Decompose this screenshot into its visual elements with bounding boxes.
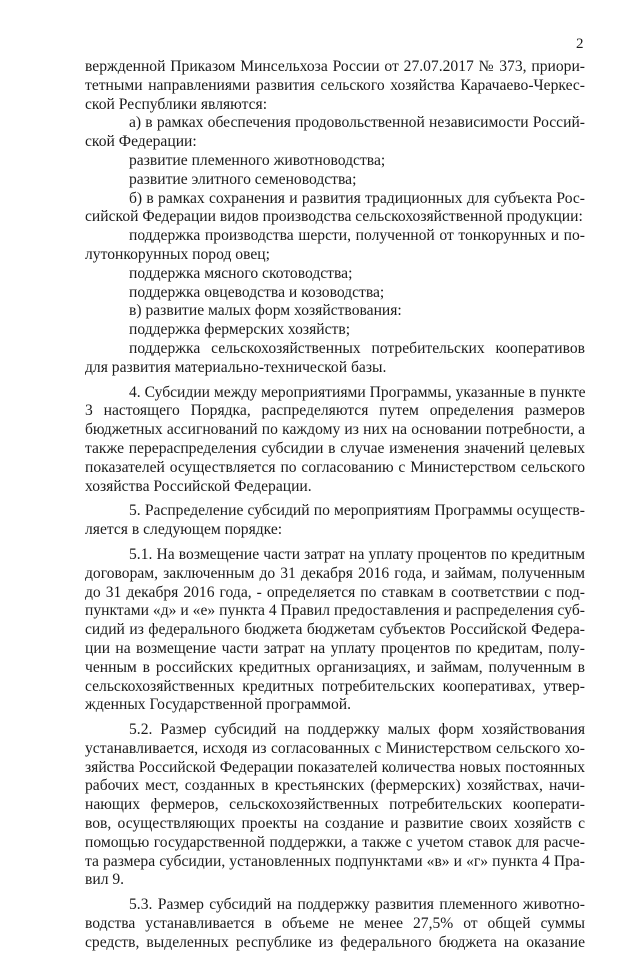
text-line: поддержка овцеводства и козоводства; bbox=[129, 283, 385, 301]
text-line: бюджетных ассигнований по каждому из них на основании потребности, а bbox=[85, 421, 585, 439]
text-line: вов, осуществляющих проекты на создание и развитие своих хозяйств с bbox=[85, 815, 585, 833]
text-line: сидий из федерального бюджета бюджетам субъектов Российской Федера- bbox=[85, 621, 585, 639]
text-line: водства устанавливается в объеме не менее 27,5% от общей суммы bbox=[85, 915, 585, 933]
document-body bbox=[85, 58, 585, 953]
text-line: 5.1. На возмещение части затрат на уплату процентов по кредитным bbox=[129, 545, 585, 563]
text-line: до 31 декабря 2016 года, - определяется по ставкам в соответствии с под- bbox=[85, 583, 585, 601]
text-line: та размера субсидии, установленных подпунктами «в» и «г» пункта 4 Пра- bbox=[85, 852, 585, 870]
text-line: поддержка производства шерсти, полученной от тонкорунных и по- bbox=[129, 227, 585, 245]
text-line: ской Федерации: bbox=[85, 133, 197, 151]
text-line: ской Республики являются: bbox=[85, 95, 268, 113]
text-line: поддержка сельскохозяйственных потребительских кооперативов bbox=[129, 339, 585, 357]
text-line: пунктами «д» и «е» пункта 4 Правил предоставления и распределения суб- bbox=[85, 602, 585, 620]
text-line: лутонкорунных пород овец; bbox=[85, 245, 270, 263]
page-number: 2 bbox=[576, 36, 584, 52]
text-line: 5.2. Размер субсидий на поддержку малых форм хозяйствования bbox=[129, 721, 585, 739]
text-line: тетными направлениями развития сельского хозяйства Карачаево-Черкес- bbox=[85, 76, 585, 94]
text-line: 5.3. Размер субсидий на поддержку развития племенного животно- bbox=[129, 896, 585, 914]
text-line: сийской Федерации видов производства сельскохозяйственной продукции: bbox=[85, 208, 583, 226]
text-line: нающих фермеров, сельскохозяйственных потребительских кооперати- bbox=[85, 796, 585, 814]
text-line: в) развитие малых форм хозяйствования: bbox=[129, 302, 402, 320]
text-line: 5. Распределение субсидий по мероприятиям Программы осуществ- bbox=[129, 502, 585, 520]
text-line: сельскохозяйственных кредитных потребительских кооперативах, утвер- bbox=[85, 677, 585, 695]
text-line: для развития материально-технической базы. bbox=[85, 358, 387, 376]
text-line: договорам, заключенным до 31 декабря 2016 года, и займам, полученным bbox=[85, 564, 585, 582]
text-line: б) в рамках сохранения и развития традиционных для субъекта Рос- bbox=[129, 189, 585, 207]
text-line: 3 настоящего Порядка, распределяются путем определения размеров bbox=[85, 402, 585, 420]
text-line: хозяйства Российской Федерации. bbox=[85, 477, 312, 495]
text-line: 4. Субсидии между мероприятиями Программы, указанные в пункте bbox=[129, 383, 586, 401]
text-line: средств, выделенных республике из федерального бюджета на оказание bbox=[85, 933, 585, 951]
text-line: также перераспределения субсидии в случае изменения значений целевых bbox=[85, 439, 585, 457]
text-line: устанавливается, исходя из согласованных с Министерством сельского хо- bbox=[85, 739, 585, 757]
text-line: показателей осуществляется по согласованию с Министерством сельского bbox=[85, 458, 585, 476]
text-line: ции на возмещение части затрат на уплату процентов по кредитам, полу- bbox=[85, 639, 585, 657]
text-line: вил 9. bbox=[85, 871, 125, 889]
text-line: поддержка мясного скотоводства; bbox=[129, 264, 353, 282]
text-line: зяйства Российской Федерации показателей количества новых постоянных bbox=[85, 758, 585, 776]
text-line: рабочих мест, созданных в крестьянских (фермерских) хозяйствах, начи- bbox=[85, 777, 585, 795]
text-line: развитие племенного животноводства; bbox=[129, 151, 386, 169]
text-line: а) в рамках обеспечения продовольственной независимости Россий- bbox=[129, 114, 585, 132]
text-line: поддержка фермерских хозяйств; bbox=[129, 321, 351, 339]
text-line: развитие элитного семеноводства; bbox=[129, 170, 357, 188]
text-line: ляется в следующем порядке: bbox=[85, 521, 283, 539]
text-line: вержденной Приказом Минсельхоза России от 27.07.2017 № 373, приори- bbox=[85, 58, 585, 75]
text-line: помощью государственной поддержки, а также с учетом ставок для расче- bbox=[85, 833, 585, 851]
text-line: ченным в российских кредитных организациях, и займам, полученным в bbox=[85, 658, 585, 676]
text-line: жденных Государственной программой. bbox=[85, 696, 351, 714]
